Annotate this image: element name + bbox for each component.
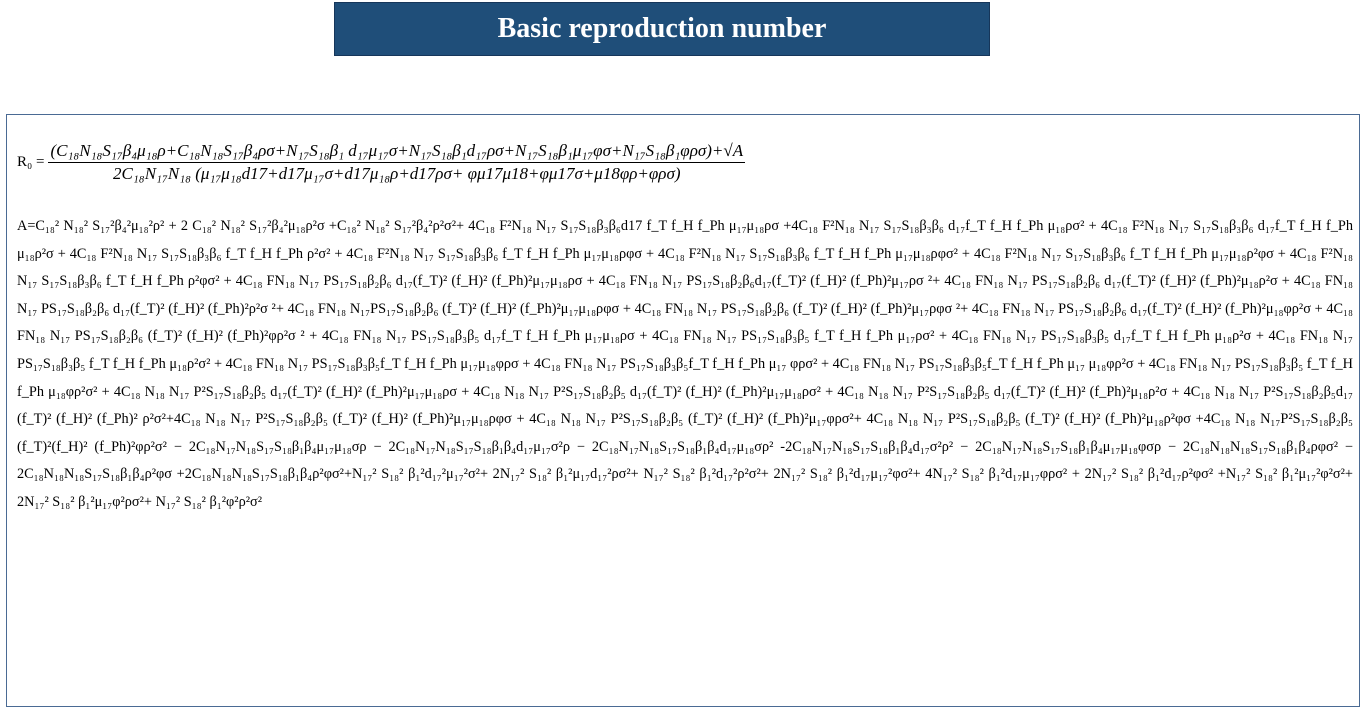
r0-equation	[17, 141, 745, 184]
page-title: Basic reproduction number	[497, 13, 827, 44]
title-banner	[334, 2, 990, 56]
r0-label: R₀ =	[17, 154, 45, 170]
r0-fraction	[48, 141, 745, 184]
a-expression: A=C₁₈² N₁₈² S₁₇²β₄²μ₁₈²ρ² + 2 C₁₈² N₁₈² S₁₇²β₄²μ₁₈ρ²σ +C₁₈² N₁₈² S₁₇²β₄²ρ²σ²+ 4C₁₈ F²N₁₈ N₁₇ S₁₇S₁₈β₃β₆d17 f_T f_H f_Ph μ₁₇μ₁₈ρσ +4C₁₈ F²N₁₈ N₁₇ S₁₇S₁₈β₃β₆ d₁₇f_T f_H f_Ph μ₁₈ρσ² + 4C₁₈ F²N₁₈ N₁₇ S₁₇S₁₈β₃β₆ d₁₇f_T f_H f_Ph μ₁₈ρ²σ + 4C₁₈ F²N₁₈ N₁₇ S₁₇S₁₈β₃β₆ f_T f_H f_Ph ρ²σ² + 4C₁₈ F²N₁₈ N₁₇ S₁₇S₁₈β₃β₆ f_T f_H f_Ph μ₁₇μ₁₈ρφσ + 4C₁₈ F²N₁₈ N₁₇ S₁₇S₁₈β₃β₆ f_T f_H f_Ph μ₁₇μ₁₈ρφσ² + 4C₁₈ F²N₁₈ N₁₇ S₁₇S₁₈β₃β₆ f_T f_H f_Ph μ₁₇μ₁₈ρ²φσ + 4C₁₈ F²N₁₈ N₁₇ S₁₇S₁₈β₃β₆ f_T f_H f_Ph ρ²φσ² + 4C₁₈ FN₁₈ N₁₇ PS₁₇S₁₈β₂β₆ d₁₇(f_T)² (f_H)² (f_Ph)²μ₁₇μ₁₈ρσ + 4C₁₈ FN₁₈ N₁₇ PS₁₇S₁₈β₂β₆d₁₇(f_T)² (f_H)² (f_Ph)²μ₁₇ρσ ²+ 4C₁₈ FN₁₈ N₁₇ PS₁₇S₁₈β₂β₆ d₁₇(f_T)² (f_H)² (f_Ph)²μ₁₈ρ²σ + 4C₁₈ FN₁₈ N₁₇ PS₁₇S₁₈β₂β₆ d₁₇(f_T)² (f_H)² (f_Ph)²ρ²σ ²+ 4C₁₈ FN₁₈ N₁₇PS₁₇S₁₈β₂β₆ (f_T)² (f_H)² (f_Ph)²μ₁₇μ₁₈ρφσ + 4C₁₈ FN₁₈ N₁₇ PS₁₇S₁₈β₂β₆ (f_T)² (f_H)² (f_Ph)²μ₁₇ρφσ ²+ 4C₁₈ FN₁₈ N₁₇ PS₁₇S₁₈β₂β₆ d₁₇(f_T)² (f_H)² (f_Ph)²μ₁₈φρ²σ + 4C₁₈ FN₁₈ N₁₇ PS₁₇S₁₈β₂β₆ (f_T)² (f_H)² (f_Ph)²φρ²σ ² + 4C₁₈ FN₁₈ N₁₇ PS₁₇S₁₈β₃β₅ d₁₇f_T f_H f_Ph μ₁₇μ₁₈ρσ + 4C₁₈ FN₁₈ N₁₇ PS₁₇S₁₈β₃β₅ f_T f_H f_Ph μ₁₇ρσ² + 4C₁₈ FN₁₈ N₁₇ PS₁₇S₁₈β₃β₅ d₁₇f_T f_H f_Ph μ₁₈ρ²σ + 4C₁₈ FN₁₈ N₁₇ PS₁₇S₁₈β₃β₅ f_T f_H f_Ph μ₁₈ρ²σ² + 4C₁₈ FN₁₈ N₁₇ PS₁₇S₁₈β₃β₅f_T f_H f_Ph μ₁₇μ₁₈φρσ + 4C₁₈ FN₁₈ N₁₇ PS₁₇S₁₈β₃β₅f_T f_H f_Ph μ₁₇ φρσ² + 4C₁₈ FN₁₈ N₁₇ PS₁₇S₁₈β₃β₅f_T f_H f_Ph μ₁₇ μ₁₈φρ²σ + 4C₁₈ FN₁₈ N₁₇ PS₁₇S₁₈β₃β₅ f_T f_H f_Ph μ₁₈φρ²σ² + 4C₁₈ N₁₈ N₁₇ P²S₁₇S₁₈β₂β₅ d₁₇(f_T)² (f_H)² (f_Ph)²μ₁₇μ₁₈ρσ + 4C₁₈ N₁₈ N₁₇ P²S₁₇S₁₈β₂β₅ d₁₇(f_T)² (f_H)² (f_Ph)²μ₁₇μ₁₈ρσ² + 4C₁₈ N₁₈ N₁₇ P²S₁₇S₁₈β₂β₅ d₁₇(f_T)² (f_H)² (f_Ph)²μ₁₈ρ²σ + 4C₁₈ N₁₈ N₁₇ P²S₁₇S₁₈β₂β₅d₁₇ (f_T)² (f_H)² (f_Ph)² ρ²σ²+4C₁₈ N₁₈ N₁₇ P²S₁₇S₁₈β₂β₅ (f_T)² (f_H)² (f_Ph)²μ₁₇μ₁₈ρφσ + 4C₁₈ N₁₈ N₁₇ P²S₁₇S₁₈β₂β₅ (f_T)² (f_H)² (f_Ph)²μ₁₇φρσ²+ 4C₁₈ N₁₈ N₁₇ P²S₁₇S₁₈β₂β₅ (f_T)² (f_H)² (f_Ph)²μ₁₈ρ²φσ +4C₁₈ N₁₈ N₁₇P²S₁₇S₁₈β₂β₅ (f_T)²(f_H)² (f_Ph)²φρ²σ² − 2C₁₈N₁₇N₁₈S₁₇S₁₈β₁β₄μ₁₇μ₁₈σρ − 2C₁₈N₁₇N₁₈S₁₇S₁₈β₁β₄d₁₇μ₁₇σ²ρ − 2C₁₈N₁₇N₁₈S₁₇S₁₈β₁β₄d₁₇μ₁₈σρ² -2C₁₈N₁₇N₁₈S₁₇S₁₈β₁β₄d₁₇σ²ρ² − 2C₁₈N₁₇N₁₈S₁₇S₁₈β₁β₄μ₁₇μ₁₈φσρ − 2C₁₈N₁₈N₁₈S₁₇S₁₈β₁β₄ρφσ² − 2C₁₈N₁₈N₁₈S₁₇S₁₈β₁β₄ρ²φσ +2C₁₈N₁₈N₁₈S₁₇S₁₈β₁β₄ρ²φσ²+N₁₇² S₁₈² β₁²d₁₇²μ₁₇²σ²+ 2N₁₇² S₁₈² β₁²μ₁₇d₁₇²ρσ²+ N₁₇² S₁₈² β₁²d₁₇²ρ²σ²+ 2N₁₇² S₁₈² β₁²d₁₇μ₁₇²φσ²+ 4N₁₇² S₁₈² β₁²d₁₇μ₁₇φρσ² + 2N₁₇² S₁₈² β₁²d₁₇ρ²φσ² +N₁₇² S₁₈² β₁²μ₁₇²φ²σ²+ 2N₁₇² S₁₈² β₁²μ₁₇φ²ρσ²+ N₁₇² S₁₈² β₁²φ²ρ²σ²	[17, 218, 1353, 510]
r0-numerator: (C₁₈N₁₈S₁₇β₄μ₁₈ρ+C₁₈N₁₈S₁₇β₄ρσ+N₁₇S₁₈β₁ d₁₇μ₁₇σ+N₁₇S₁₈β₁d₁₇ρσ+N₁₇S₁₈β₁μ₁₇φσ+N₁₇S₁₈β₁φρσ)+√A	[48, 141, 745, 163]
r0-denominator: 2C₁₈N₁₇N₁₈ (μ₁₇μ₁₈d17+d17μ₁₇σ+d17μ₁₈ρ+d17ρσ+ φμ17μ18+φμ17σ+μ18φρ+φρσ)	[113, 164, 681, 183]
formula-panel	[6, 114, 1360, 707]
